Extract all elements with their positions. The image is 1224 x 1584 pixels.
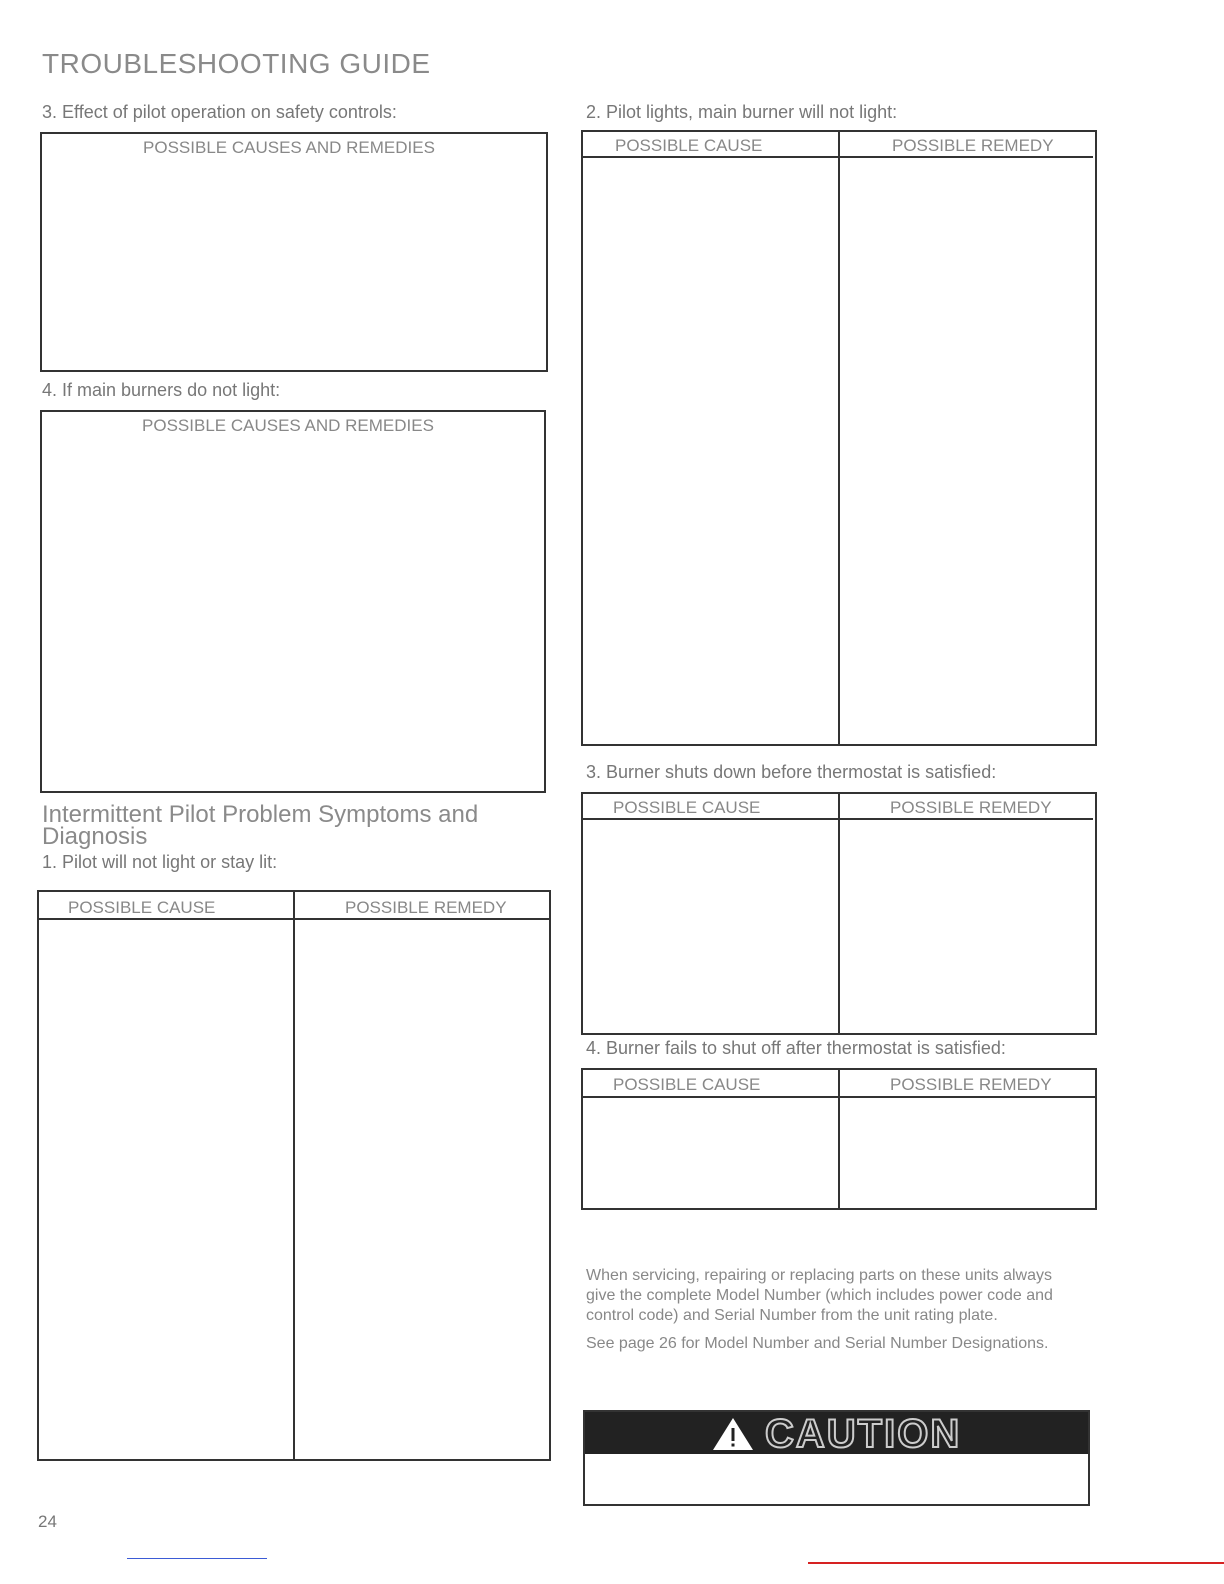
- right-section2-col-remedy: POSSIBLE REMEDY: [892, 136, 1054, 155]
- right-section4-col-remedy: POSSIBLE REMEDY: [890, 1075, 1052, 1094]
- right-section2-col-cause: POSSIBLE CAUSE: [615, 136, 763, 155]
- caution-label: CAUTION: [765, 1412, 962, 1456]
- page-number: 24: [38, 1512, 57, 1531]
- left-section3-box-head: POSSIBLE CAUSES AND REMEDIES: [143, 138, 435, 157]
- servicing-note-line1: When servicing, repairing or replacing parts on these units always: [586, 1267, 1053, 1284]
- header-divider: [583, 156, 1093, 158]
- warning-triangle-icon: [711, 1416, 755, 1452]
- right-section3-col-remedy: POSSIBLE REMEDY: [890, 798, 1052, 817]
- intermittent-title-line2: Diagnosis: [42, 823, 148, 850]
- right-section4-heading: 4. Burner fails to shut off after thermostat is satisfied:: [586, 1038, 1006, 1058]
- right-section2-heading: 2. Pilot lights, main burner will not light:: [586, 102, 898, 122]
- right-section2-table: [581, 130, 1097, 746]
- left-section1-col-remedy: POSSIBLE REMEDY: [345, 898, 507, 917]
- right-section3-col-cause: POSSIBLE CAUSE: [613, 798, 761, 817]
- see-page-note: See page 26 for Model Number and Serial Number Designations.: [586, 1335, 1049, 1352]
- left-section3-box: [40, 132, 548, 372]
- footer-link-line[interactable]: [127, 1558, 267, 1559]
- left-section1-heading: 1. Pilot will not light or stay lit:: [42, 852, 278, 872]
- intermittent-title-line1: Intermittent Pilot Problem Symptoms and: [42, 801, 479, 828]
- left-section4-box: [40, 410, 546, 793]
- column-divider: [838, 1070, 840, 1208]
- header-divider: [583, 1096, 1095, 1098]
- right-section4-col-cause: POSSIBLE CAUSE: [613, 1075, 761, 1094]
- servicing-note: [586, 1266, 1096, 1326]
- servicing-note-line2: give the complete Model Number (which includes power code and: [586, 1287, 1053, 1304]
- left-section1-col-cause: POSSIBLE CAUSE: [68, 898, 216, 917]
- intermittent-title: [42, 801, 479, 850]
- column-divider: [838, 132, 840, 744]
- left-section4-heading: 4. If main burners do not light:: [42, 380, 281, 400]
- caution-box: [583, 1410, 1090, 1506]
- right-section4-table: [581, 1068, 1097, 1210]
- right-section3-heading: 3. Burner shuts down before thermostat is satisfied:: [586, 762, 997, 782]
- footer-red-line: [808, 1562, 1224, 1564]
- left-section3-heading: 3. Effect of pilot operation on safety controls:: [42, 102, 397, 122]
- left-section1-table: [37, 890, 551, 1461]
- caution-header-bar: [585, 1412, 1088, 1454]
- header-divider: [583, 818, 1093, 820]
- servicing-note-line3: control code) and Serial Number from the unit rating plate.: [586, 1307, 998, 1324]
- left-section4-box-head: POSSIBLE CAUSES AND REMEDIES: [142, 416, 434, 435]
- page-title: TROUBLESHOOTING GUIDE: [42, 48, 431, 79]
- column-divider: [293, 892, 295, 1459]
- right-section3-table: [581, 792, 1097, 1035]
- column-divider: [838, 794, 840, 1033]
- header-divider: [39, 918, 549, 920]
